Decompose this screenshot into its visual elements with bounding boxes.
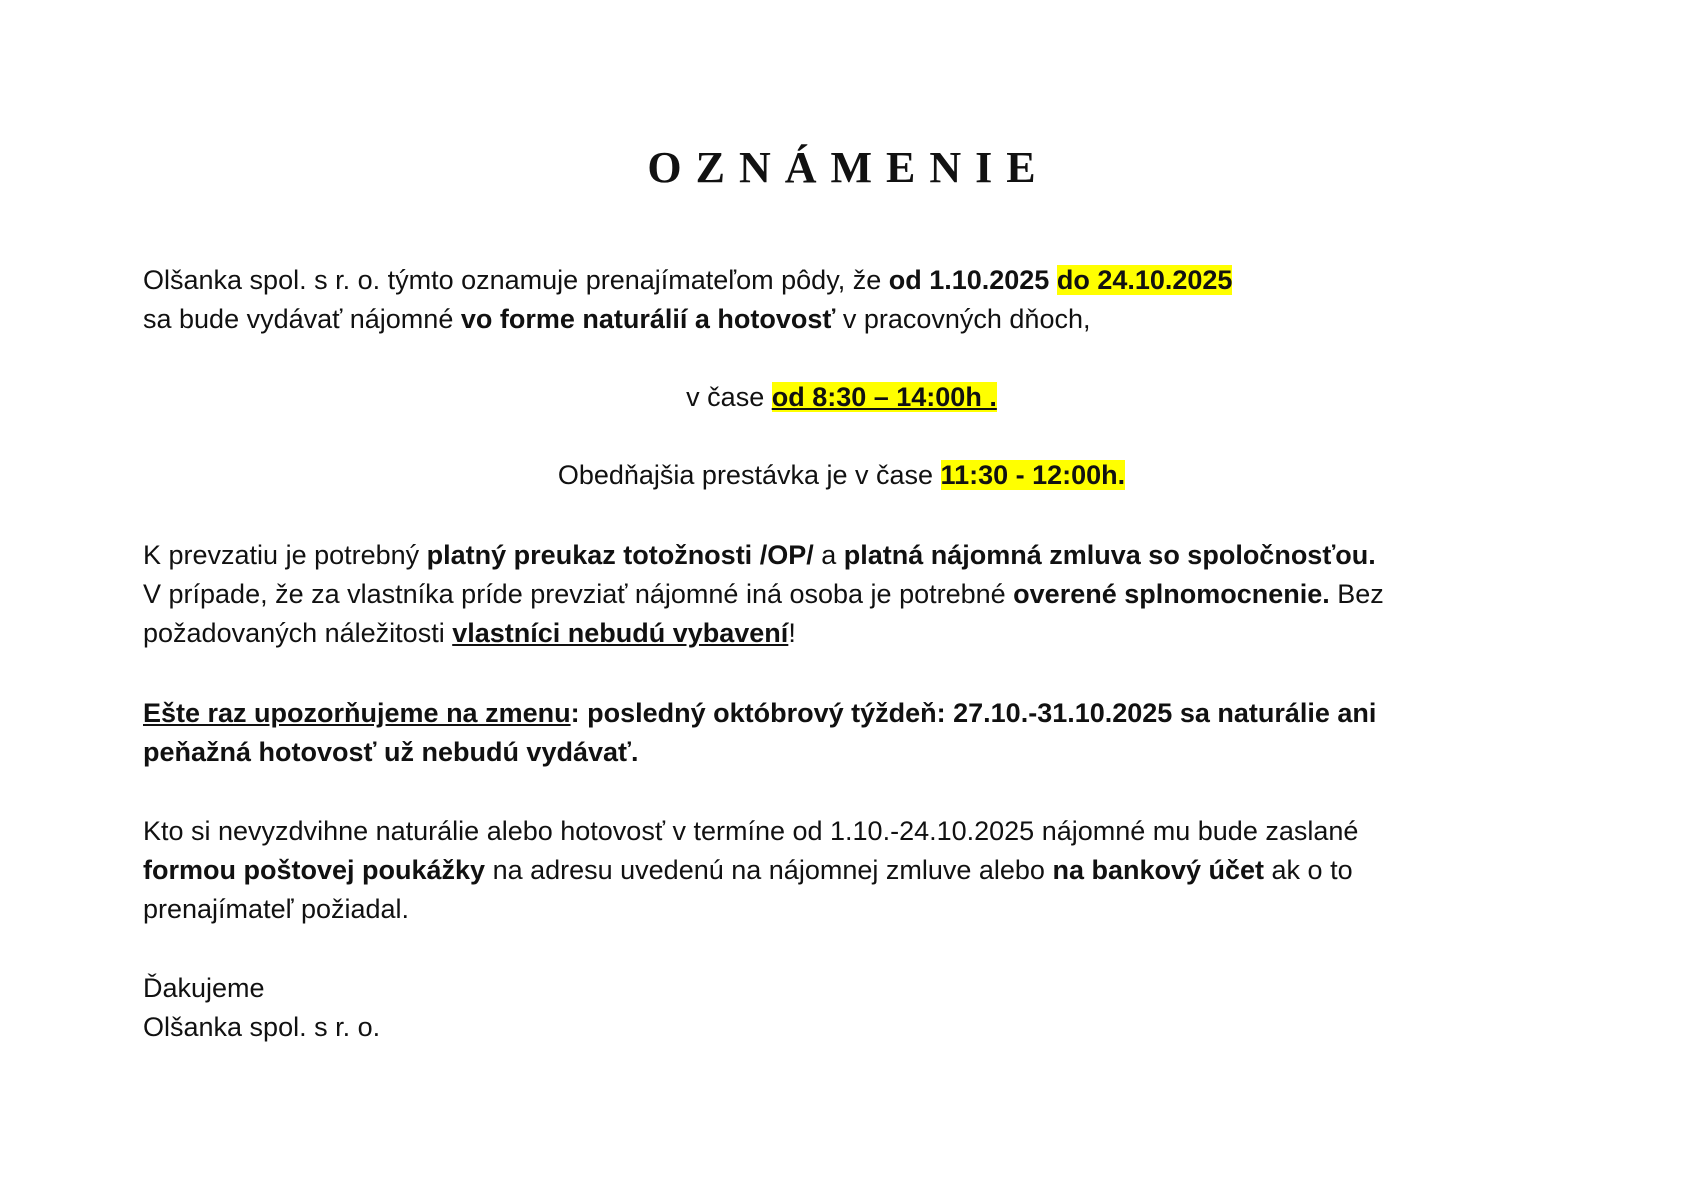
rent-text: sa bude vydávať nájomné — [143, 304, 461, 334]
proxy-text: V prípade, že za vlastníka príde prevziať nájomné iná osoba je potrebné — [143, 579, 1014, 609]
paragraph-2-line-3 — [143, 615, 796, 651]
postal-order: formou poštovej poukážky — [143, 855, 486, 885]
without-text: Bez — [1329, 579, 1384, 609]
paragraph-1-line-2 — [143, 301, 1091, 337]
time-value-highlight: od 8:30 – 14:00h . — [771, 382, 997, 412]
power-of-attorney: overené splnomocnenie. — [1013, 579, 1330, 609]
owners-not-served-warning: vlastníci nebudú vybavení — [452, 618, 789, 648]
date-to-highlight: do 24.10.2025 — [1056, 265, 1233, 295]
and-text: a — [813, 540, 844, 570]
paragraph-3-line-1 — [143, 695, 1376, 731]
time-prefix: v čase — [686, 382, 772, 412]
paragraph-2-line-2 — [143, 576, 1384, 612]
bank-account: na bankový účet — [1052, 855, 1265, 885]
paragraph-2-line-1 — [143, 537, 1376, 573]
lunch-prefix: Obedňajšia prestávka je v čase — [557, 460, 941, 490]
lunch-value-highlight: 11:30 - 12:00h. — [940, 460, 1126, 490]
working-days-text: v pracovných dňoch, — [835, 304, 1091, 334]
no-payout-notice: peňažná hotovosť už nebudú vydávať. — [143, 737, 639, 767]
paragraph-4-line-3 — [143, 891, 409, 927]
date-from: od 1.10.2025 — [888, 265, 1057, 295]
last-week-notice: : posledný októbrový týždeň: 27.10.-31.10.2025 sa naturálie ani — [570, 698, 1377, 728]
paragraph-4-line-2 — [143, 852, 1353, 888]
id-card-requirement: platný preukaz totožnosti /OP/ — [426, 540, 814, 570]
paragraph-4-line-1 — [143, 813, 1358, 849]
requirement-text: K prevzatiu je potrebný — [143, 540, 427, 570]
landlord-requested-text: prenajímateľ požiadal. — [143, 894, 410, 924]
requirements-text: požadovaných náležitosti — [143, 618, 453, 648]
time-line — [0, 379, 1683, 415]
lunch-line — [0, 457, 1683, 493]
thanks-line: Ďakujeme — [143, 973, 265, 1003]
company-signature: Olšanka spol. s r. o. — [143, 1012, 381, 1042]
exclamation: ! — [788, 618, 796, 648]
notice-title: OZNÁMENIE — [647, 143, 1050, 192]
change-warning-heading: Ešte raz upozorňujeme na zmenu — [143, 698, 571, 728]
payment-form: vo forme naturálií a hotovosť — [460, 304, 836, 334]
unclaimed-text: Kto si nevyzdvihne naturálie alebo hotovosť v termíne od 1.10.-24.10.2025 nájomné mu bude zaslané — [143, 816, 1359, 846]
contract-requirement: platná nájomná zmluva so spoločnosťou. — [843, 540, 1376, 570]
if-requested-text: ak o to — [1264, 855, 1353, 885]
intro-text: Olšanka spol. s r. o. týmto oznamuje prenajímateľom pôdy, že — [143, 265, 889, 295]
address-text: na adresu uvedenú na nájomnej zmluve alebo — [485, 855, 1053, 885]
paragraph-1-line-1 — [143, 262, 1232, 298]
paragraph-3-line-2 — [143, 734, 638, 770]
